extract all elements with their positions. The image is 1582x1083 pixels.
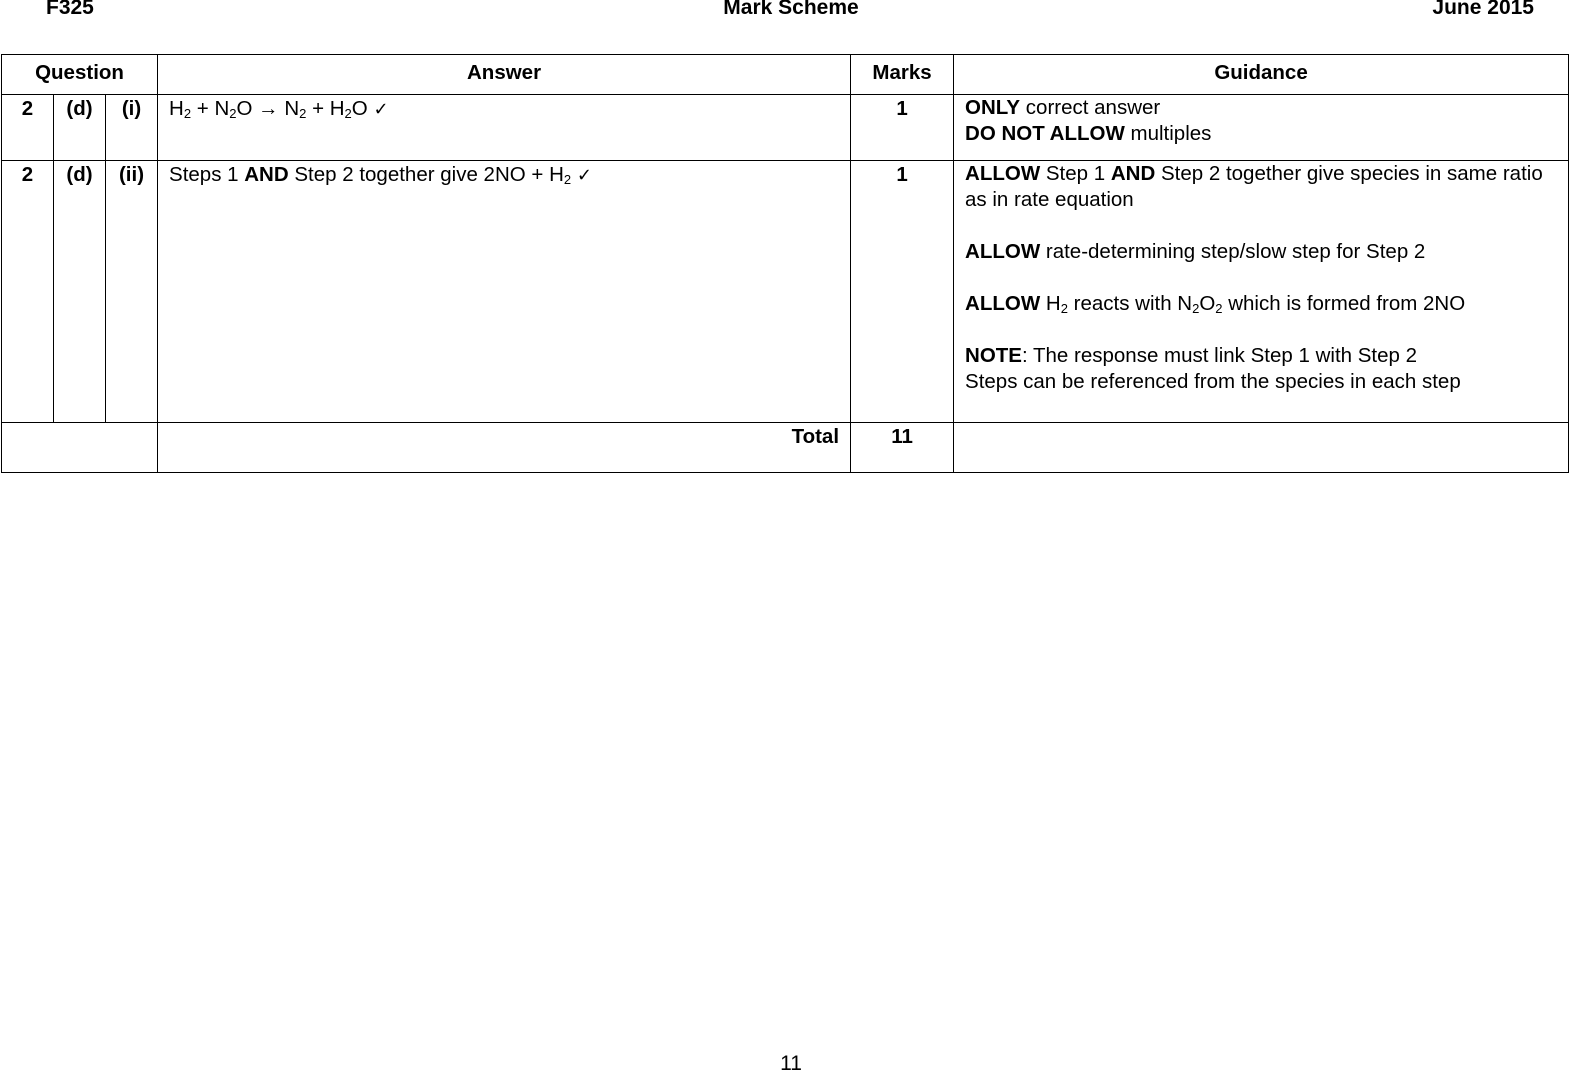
document-code: F325 — [46, 0, 94, 19]
total-marks: 11 — [851, 423, 954, 473]
guidance-line: ALLOW Step 1 AND Step 2 together give species in same ratio as in rate equation — [965, 162, 1543, 211]
marks-cell: 1 — [851, 161, 954, 423]
guidance-line: NOTE: The response must link Step 1 with Step 2 — [965, 344, 1418, 367]
answer-cell: $H_2 + N_2O \to N_2 + H_2O$ ✓ — [158, 95, 851, 161]
table-row — [2, 95, 1569, 161]
header-answer: Answer — [158, 55, 851, 95]
question-number: 2 — [2, 95, 54, 161]
guidance-line: DO NOT ALLOW multiples — [965, 122, 1212, 145]
guidance-line: ALLOW $H_2$ reacts with $N_2O_2$ which is formed from 2NO — [965, 292, 1466, 316]
header-question: Question — [2, 55, 158, 95]
answer-cell: Steps 1 AND Step 2 together give $2NO + H_2$ ✓ — [158, 161, 851, 423]
table-header-row — [2, 55, 1569, 95]
document-title: Mark Scheme — [723, 0, 859, 19]
guidance-cell — [954, 95, 1569, 161]
guidance-cell — [954, 161, 1569, 423]
table-row — [2, 161, 1569, 423]
total-guidance-cell — [954, 423, 1569, 473]
total-blank-cell — [2, 423, 158, 473]
document-date: June 2015 — [1432, 0, 1534, 19]
header-guidance: Guidance — [954, 55, 1569, 95]
question-subpart: (ii) — [106, 161, 158, 423]
question-number: 2 — [2, 161, 54, 423]
guidance-line: ONLY correct answer — [965, 96, 1161, 119]
question-part: (d) — [54, 95, 106, 161]
guidance-line: Steps can be referenced from the species in each step — [965, 370, 1461, 393]
mark-scheme-table — [1, 54, 1569, 473]
guidance-line: ALLOW rate-determining step/slow step for Step 2 — [965, 240, 1426, 263]
page-number: 11 — [780, 1052, 802, 1075]
header-marks: Marks — [851, 55, 954, 95]
question-part: (d) — [54, 161, 106, 423]
question-subpart: (i) — [106, 95, 158, 161]
marks-cell: 1 — [851, 95, 954, 161]
total-label: Total — [158, 423, 851, 473]
total-row — [2, 423, 1569, 473]
